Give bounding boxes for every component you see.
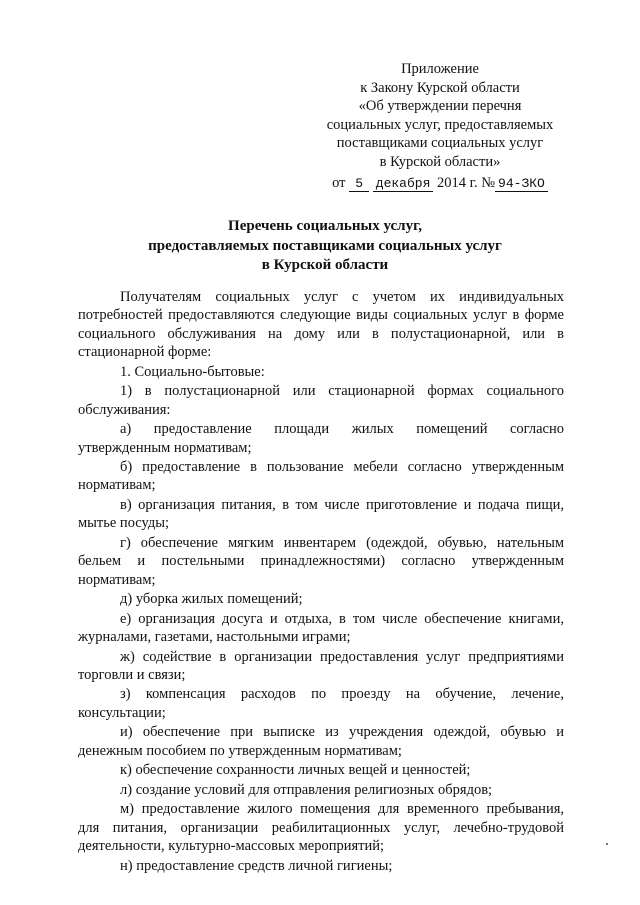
law-number: 94-ЗКО [495,177,548,192]
body-paragraph: к) обеспечение сохранности личных вещей и ценностей; [120,762,471,779]
body-paragraph: н) предоставление средств личной гигиены; [120,857,393,874]
body-paragraph: з) компенсация расходов по проезду на обучение, лечение, консультации; [78,686,564,721]
appendix-line: Приложение [401,61,479,77]
body-paragraph: м) предоставление жилого помещения для временного пребывания, для питания, организации реабилитационных услуг, лечебно-трудовой деятельности, культурно-массовых мероприятий; [78,801,564,855]
appendix-date-line [290,174,590,193]
body-paragraph: л) создание условий для отправления религиозных обрядов; [120,781,493,798]
scan-speck [606,843,608,845]
date-year: 2014 г. [437,174,478,191]
body-paragraph: а) предоставление площади жилых помещений согласно утвержденным нормативам; [78,421,564,456]
appendix-header [290,60,590,192]
appendix-line: «Об утверждении перечня [358,98,522,115]
body-paragraph: в) организация питания, в том числе приготовление и подача пищи, мытье посуды; [78,496,564,532]
body-paragraph: б) предоставление в пользование мебели согласно утвержденным нормативам; [78,459,564,494]
body-paragraph: 1) в полустационарной или стационарной формах социального обслуживания: [78,383,564,418]
title-line: в Курской области [261,257,389,273]
date-prefix: от [332,174,346,191]
appendix-line: в Курской области» [379,153,501,170]
date-month: декабря [373,177,434,192]
document-body [78,288,564,875]
body-paragraph: д) уборка жилых помещений; [120,591,303,608]
appendix-line: социальных услуг, предоставляемых [326,116,554,133]
body-paragraph: Получателям социальных услуг с учетом их индивидуальных потребностей предоставляются следующие виды социальных услуг в форме социального обслуживания на дому или в полустационарной, или в стационарной форме: [78,289,564,361]
appendix-line: к Закону Курской области [360,79,520,96]
body-paragraph: и) обеспечение при выписке из учреждения одеждой, обувью и денежным пособием по утвержденным нормативам; [78,724,564,759]
appendix-line: поставщиками социальных услуг [336,135,544,152]
body-paragraph: е) организация досуга и отдыха, в том числе обеспечение книгами, журналами, газетами, настольными играми; [78,610,564,646]
title-line: Перечень социальных услуг, [228,218,422,234]
title-line: предоставляемых поставщиками социальных услуг [148,237,502,254]
body-paragraph: г) обеспечение мягким инвентарем (одеждой, обувью, нательным бельем и постельными принадлежностями) согласно утвержденным нормативам; [78,534,564,588]
number-sign: № [481,174,496,191]
body-paragraph: ж) содействие в организации предоставления услуг предприятиями торговли и связи; [78,648,564,683]
document-title [90,217,560,276]
date-day: 5 [349,177,369,192]
body-paragraph: 1. Социально-бытовые: [120,363,265,380]
